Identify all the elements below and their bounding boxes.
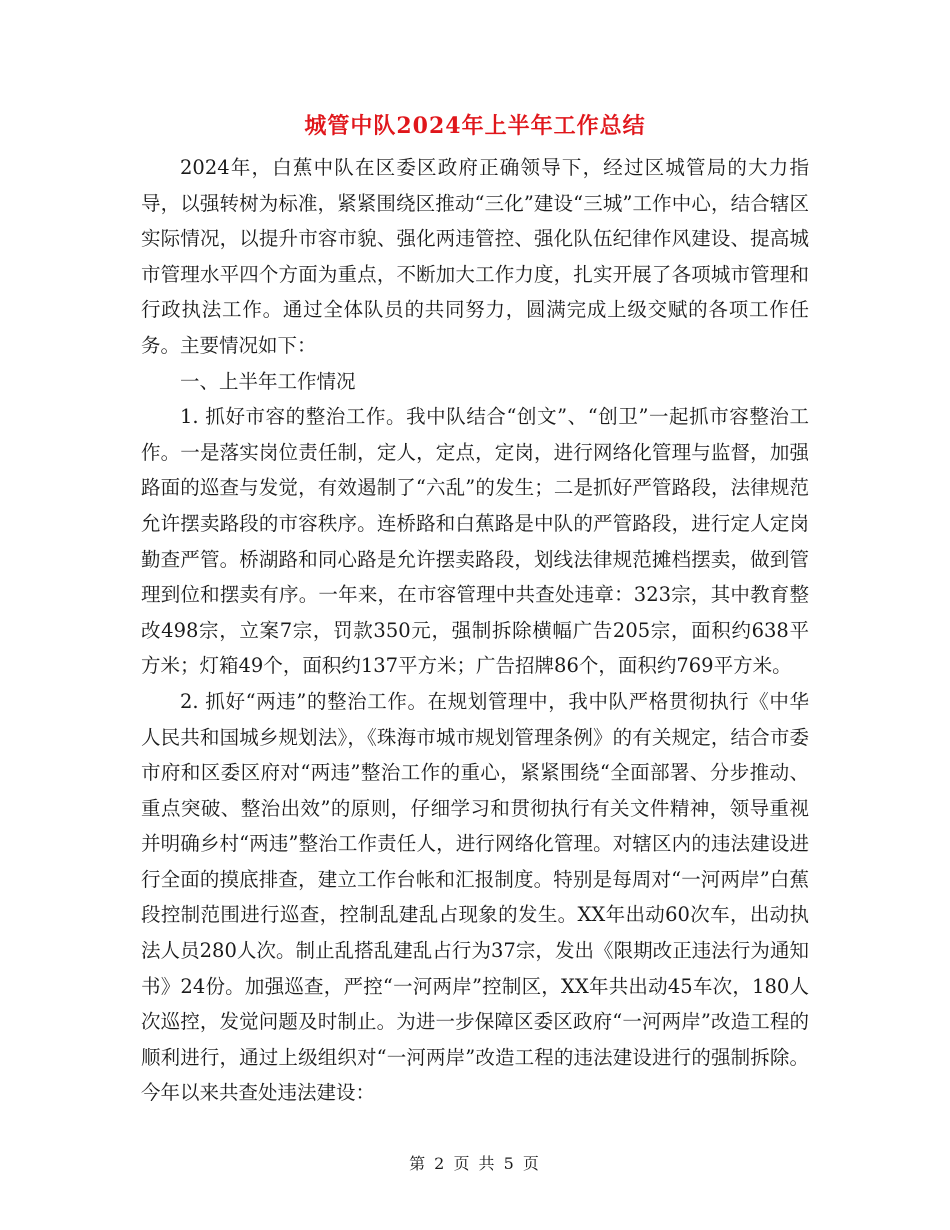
document-body bbox=[141, 150, 809, 1111]
document-title: 城管中队2024年上半年工作总结 bbox=[304, 113, 646, 139]
section-heading: 一、上半年工作情况 bbox=[180, 369, 356, 393]
page-number: 第 2 页 共 5 页 bbox=[409, 1154, 541, 1173]
violations-paragraph: 2. 抓好“两违”的整治工作。在规划管理中，我中队严格贯彻执行《中华人民共和国城乡规划法》，《珠海市城市规划管理条例》的有关规定，结合市委市府和区委区府对“两违”整治工作的重心，紧紧围绕“全面部署、分步推动、重点突破、整治出效”的原则，仔细学习和贯彻执行有关文件精神，领导重视并明确乡村“两违”整治工作责任人，进行网络化管理。对辖区内的违法建设进行全面的摸底排查，建立工作台帐和汇报制度。特别是每周对“一河两岸”白蕉段控制范围进行巡查，控制乱建乱占现象的发生。XX年出动60次车，出动执法人员280人次。制止乱搭乱建乱占行为37宗，发出《限期改正违法行为通知书》24份。加强巡查，严控“一河两岸”控制区，XX年共出动45车次，180人次巡控，发觉问题及时制止。为进一步保障区委区政府“一河两岸”改造工程的顺利进行，通过上级组织对“一河两岸”改造工程的违法建设进行的强制拆除。今年以来共查处违法建设： bbox=[141, 689, 809, 1105]
intro-paragraph: 2024年，白蕉中队在区委区政府正确领导下，经过区城管局的大力指导，以强转树为标准，紧紧围绕区推动“三化”建设“三城”工作中心，结合辖区实际情况，以提升市容市貌、强化两违管控、强化队伍纪律作风建设、提高城市管理水平四个方面为重点，不断加大工作力度，扎实开展了各项城市管理和行政执法工作。通过全体队员的共同努力，圆满完成上级交赋的各项工作任务。主要情况如下： bbox=[141, 156, 809, 357]
cityscape-paragraph: 1. 抓好市容的整治工作。我中队结合“创文”、“创卫”一起抓市容整治工作。一是落实岗位责任制，定人，定点，定岗，进行网络化管理与监督，加强路面的巡查与发觉，有效遏制了“六乱”的发生；二是抓好严管路段，法律规范允许摆卖路段的市容秩序。连桥路和白蕉路是中队的严管路段，进行定人定岗勤查严管。桥湖路和同心路是允许摆卖路段，划线法律规范摊档摆卖，做到管理到位和摆卖有序。一年来，在市容管理中共查处违章：323宗，其中教育整改498宗，立案7宗，罚款350元，强制拆除横幅广告205宗，面积约638平方米；灯箱49个，面积约137平方米；广告招牌86个，面积约769平方米。 bbox=[141, 405, 809, 678]
